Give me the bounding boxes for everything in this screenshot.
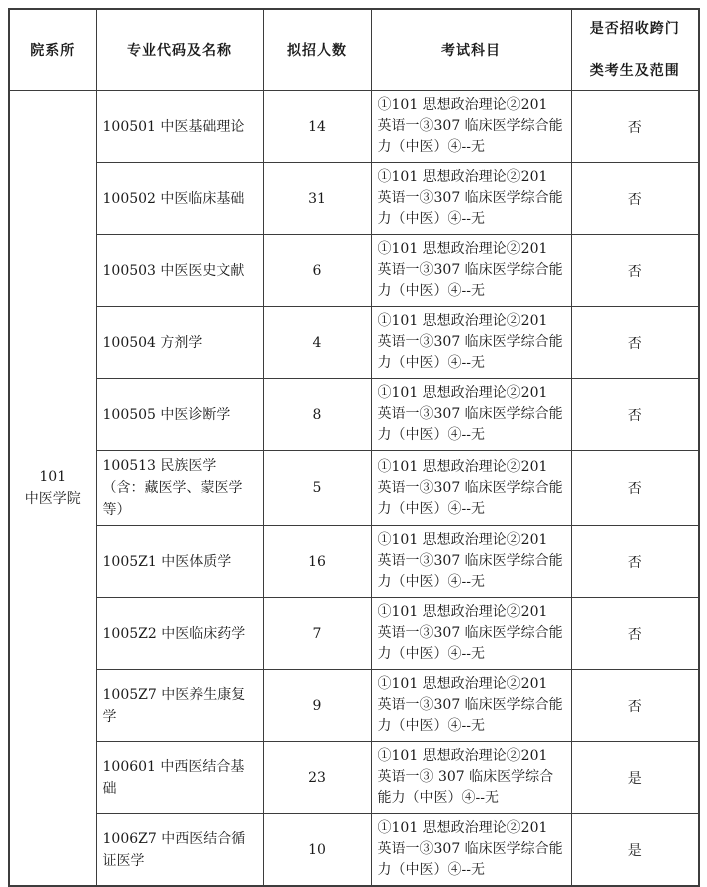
header-major-code: 专业代码及名称 bbox=[96, 9, 263, 91]
header-quota: 拟招人数 bbox=[263, 9, 371, 91]
subjects-cell: ①101 思想政治理论②201 英语一③ 307 临床医学综合能力（中医）④--无 bbox=[371, 742, 571, 814]
table-row bbox=[9, 670, 699, 742]
cross-cell: 否 bbox=[571, 451, 699, 526]
major-cell: 100503 中医医史文献 bbox=[96, 235, 263, 307]
cross-cell: 是 bbox=[571, 742, 699, 814]
cross-cell: 否 bbox=[571, 307, 699, 379]
quota-cell: 8 bbox=[263, 379, 371, 451]
table-row bbox=[9, 163, 699, 235]
major-cell: 100513 民族医学（含：藏医学、蒙医学等） bbox=[96, 451, 263, 526]
quota-cell: 9 bbox=[263, 670, 371, 742]
quota-cell: 14 bbox=[263, 91, 371, 163]
quota-cell: 7 bbox=[263, 598, 371, 670]
major-cell: 100501 中医基础理论 bbox=[96, 91, 263, 163]
quota-cell: 4 bbox=[263, 307, 371, 379]
cross-cell: 否 bbox=[571, 526, 699, 598]
quota-cell: 6 bbox=[263, 235, 371, 307]
table-row bbox=[9, 91, 699, 163]
major-cell: 100504 方剂学 bbox=[96, 307, 263, 379]
table-row bbox=[9, 598, 699, 670]
quota-cell: 23 bbox=[263, 742, 371, 814]
cross-cell: 否 bbox=[571, 163, 699, 235]
subjects-cell: ①101 思想政治理论②201 英语一③307 临床医学综合能力（中医）④--无 bbox=[371, 91, 571, 163]
quota-cell: 10 bbox=[263, 814, 371, 887]
subjects-cell: ①101 思想政治理论②201 英语一③307 临床医学综合能力（中医）④--无 bbox=[371, 235, 571, 307]
table-row bbox=[9, 379, 699, 451]
major-cell: 100502 中医临床基础 bbox=[96, 163, 263, 235]
department-cell bbox=[9, 91, 96, 887]
header-row bbox=[9, 9, 699, 91]
cross-cell: 否 bbox=[571, 670, 699, 742]
major-cell: 100505 中医诊断学 bbox=[96, 379, 263, 451]
subjects-cell: ①101 思想政治理论②201 英语一③307 临床医学综合能力（中医）④--无 bbox=[371, 307, 571, 379]
cross-cell: 否 bbox=[571, 598, 699, 670]
cross-cell: 否 bbox=[571, 235, 699, 307]
subjects-cell: ①101 思想政治理论②201 英语一③307 临床医学综合能力（中医）④--无 bbox=[371, 598, 571, 670]
quota-cell: 31 bbox=[263, 163, 371, 235]
cross-cell: 是 bbox=[571, 814, 699, 887]
major-cell: 1005Z2 中医临床药学 bbox=[96, 598, 263, 670]
table-row bbox=[9, 307, 699, 379]
major-cell: 1005Z7 中医养生康复学 bbox=[96, 670, 263, 742]
header-exam-subjects: 考试科目 bbox=[371, 9, 571, 91]
subjects-cell: ①101 思想政治理论②201 英语一③307 临床医学综合能力（中医）④--无 bbox=[371, 379, 571, 451]
header-cross-line2: 类考生及范围 bbox=[589, 63, 680, 79]
subjects-cell: ①101 思想政治理论②201 英语一③307 临床医学综合能力（中医）④--无 bbox=[371, 163, 571, 235]
table-header bbox=[9, 9, 699, 91]
subjects-cell: ①101 思想政治理论②201 英语一③307 临床医学综合能力（中医）④--无 bbox=[371, 670, 571, 742]
table-body bbox=[9, 91, 699, 887]
quota-cell: 5 bbox=[263, 451, 371, 526]
major-cell: 100601 中西医结合基础 bbox=[96, 742, 263, 814]
subjects-cell: ①101 思想政治理论②201 英语一③307 临床医学综合能力（中医）④--无 bbox=[371, 526, 571, 598]
table-row bbox=[9, 526, 699, 598]
header-cross-line1: 是否招收跨门 bbox=[589, 21, 680, 37]
department-name: 中医学院 bbox=[24, 491, 81, 507]
subjects-cell: ①101 思想政治理论②201 英语一③307 临床医学综合能力（中医）④--无 bbox=[371, 814, 571, 887]
table-row bbox=[9, 742, 699, 814]
quota-cell: 16 bbox=[263, 526, 371, 598]
table-row bbox=[9, 814, 699, 887]
department-code: 101 bbox=[39, 469, 67, 485]
cross-cell: 否 bbox=[571, 379, 699, 451]
header-department: 院系所 bbox=[9, 9, 96, 91]
header-cross-category bbox=[571, 9, 699, 91]
major-cell: 1005Z1 中医体质学 bbox=[96, 526, 263, 598]
table-row bbox=[9, 235, 699, 307]
cross-cell: 否 bbox=[571, 91, 699, 163]
major-cell: 1006Z7 中西医结合循证医学 bbox=[96, 814, 263, 887]
subjects-cell: ①101 思想政治理论②201 英语一③307 临床医学综合能力（中医）④--无 bbox=[371, 451, 571, 526]
table-row bbox=[9, 451, 699, 526]
admissions-table bbox=[8, 8, 700, 887]
